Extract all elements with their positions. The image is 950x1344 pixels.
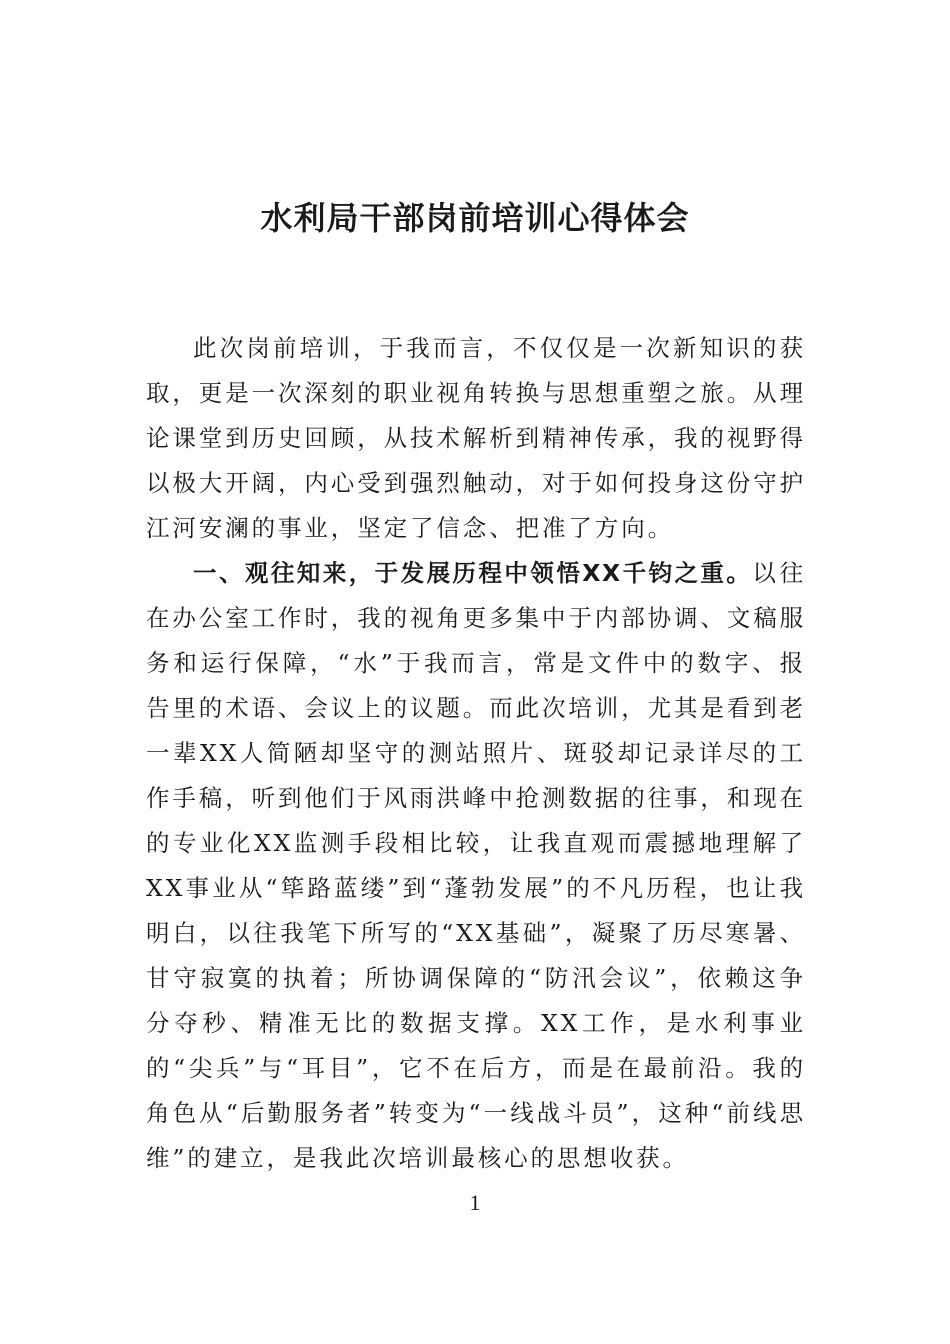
document-body xyxy=(146,326,806,1181)
paragraph-section-one-text: 以往在办公室工作时，我的视角更多集中于内部协调、文稿服务和运行保障，“水”于我而言，常是文件中的数字、报告里的术语、会议上的议题。而此次培训，尤其是看到老一辈XX人简陋却坚守的测站照片、斑驳却记录详尽的工作手稿，听到他们于风雨洪峰中抢测数据的往事，和现在的专业化XX监测手段相比较，让我直观而震撼地理解了XX事业从“筚路蓝缕”到“蓬勃发展”的不凡历程，也让我明白，以往我笔下所写的“XX基础”，凝聚了历尽寒暑、甘守寂寞的执着；所协调保障的“防汛会议”，依赖这争分夺秒、精准无比的数据支撑。XX工作，是水利事业的“尖兵”与“耳目”，它不在后方，而是在最前沿。我的角色从“后勤服务者”转变为“一线战斗员”，这种“前线思维”的建立，是我此次培训最核心的思想收获。 xyxy=(146,559,806,1172)
paragraph-intro xyxy=(146,326,806,551)
paragraph-section-one xyxy=(146,551,806,1181)
section-heading: 一、观往知来，于发展历程中领悟XX千钧之重。 xyxy=(193,559,753,587)
paragraph-intro-text: 此次岗前培训，于我而言，不仅仅是一次新知识的获取，更是一次深刻的职业视角转换与思想重塑之旅。从理论课堂到历史回顾，从技术解析到精神传承，我的视野得以极大开阔，内心受到强烈触动，对于如何投身这份守护江河安澜的事业，坚定了信念、把准了方向。 xyxy=(146,334,806,542)
document-title: 水利局干部岗前培训心得体会 xyxy=(260,199,690,237)
page-number: 1 xyxy=(469,1190,481,1215)
